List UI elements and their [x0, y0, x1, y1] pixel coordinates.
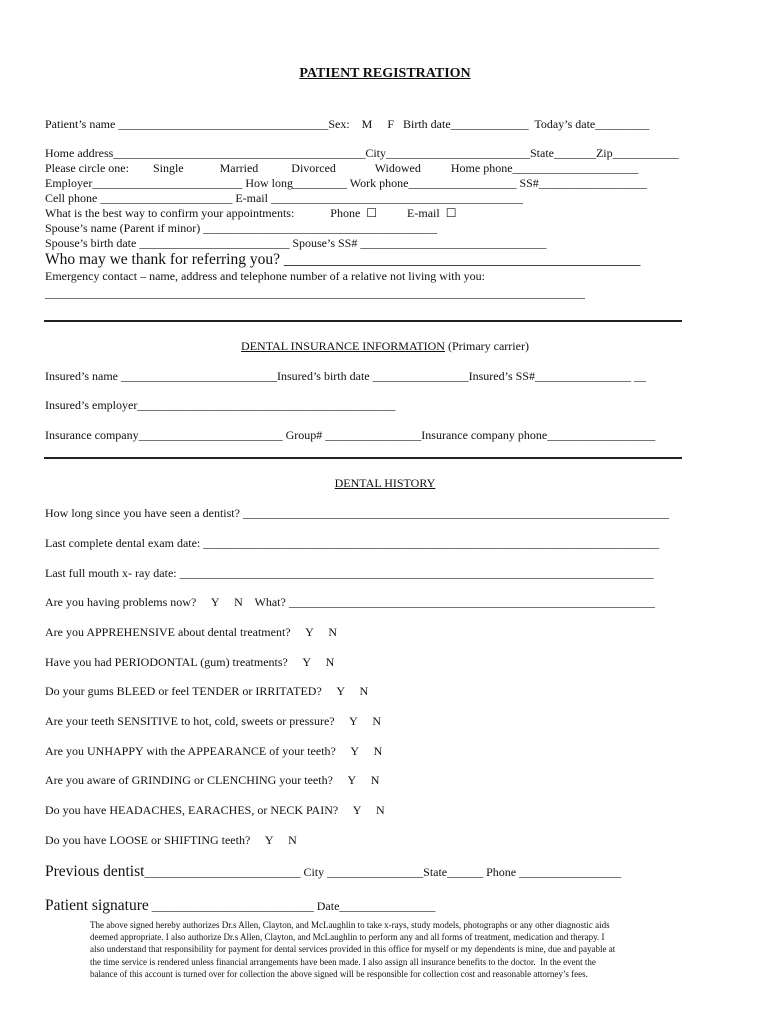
spouse-name-line[interactable]: Spouse’s name (Parent if minor) _______________________________________ [45, 221, 438, 235]
history-question[interactable]: Do your gums BLEED or feel TENDER or IRRITATED? Y N [45, 684, 369, 698]
insurance-heading-suffix: (Primary carrier) [444, 339, 529, 353]
history-question[interactable]: Are your teeth SENSITIVE to hot, cold, sweets or pressure? Y N [45, 714, 382, 728]
emergency-contact-label: Emergency contact – name, address and telephone number of a relative not living with you: [45, 269, 485, 283]
legal-line: deemed appropriate. I also authorize Dr.s Allen, Clayton, and McLaughlin to perform any and all forms of treatment, medication and therapy. I [90, 932, 605, 943]
insured-employer-line[interactable]: Insured’s employer___________________________________________ [45, 398, 396, 412]
history-question[interactable]: Are you APPREHENSIVE about dental treatment? Y N [45, 625, 338, 639]
home-address-line[interactable]: Home address__________________________________________City________________________State_______Zip___________ [45, 146, 679, 160]
history-question[interactable]: Last complete dental exam date: ____________________________________________________________________________ [45, 536, 660, 550]
marital-status-line[interactable]: Please circle one: Single Married Divorced Widowed Home phone_____________________ [45, 161, 639, 175]
cell-email-line[interactable]: Cell phone ______________________ E-mail __________________________________________ [45, 191, 523, 205]
signature-label: Patient signature [45, 897, 149, 914]
dental-history-heading: DENTAL HISTORY [334, 476, 436, 490]
previous-dentist-label: Previous dentist [45, 863, 145, 880]
insurance-company-line[interactable]: Insurance company________________________ Group# ________________Insurance company phone__________________ [45, 428, 656, 442]
history-question[interactable]: Do you have LOOSE or SHIFTING teeth? Y N [45, 833, 297, 847]
signature-line[interactable] [45, 897, 435, 915]
referral-line[interactable]: Who may we thank for referring you? ______________________________________________ [45, 251, 641, 268]
section-divider [44, 320, 682, 322]
history-question[interactable]: Have you had PERIODONTAL (gum) treatments? Y N [45, 655, 335, 669]
legal-line: The above signed hereby authorizes Dr.s Allen, Clayton, and McLaughlin to take x-rays, study models, photographs or any other diagnostic aids [90, 920, 610, 930]
confirm-appointment-line[interactable]: What is the best way to confirm your appointments: Phone ☐ E-mail ☐ [45, 206, 457, 220]
section-divider [44, 457, 682, 459]
authorization-statement [90, 919, 685, 980]
history-question[interactable]: How long since you have seen a dentist? _______________________________________________________________________ [45, 506, 669, 520]
patient-name-line[interactable]: Patient’s name ___________________________________Sex: M F Birth date_____________ Today’s date_________ [45, 117, 650, 131]
history-question[interactable]: Last full mouth x- ray date: _______________________________________________________________________________ [45, 566, 654, 580]
previous-dentist-line[interactable] [45, 863, 621, 881]
history-question[interactable]: Are you UNHAPPY with the APPEARANCE of your teeth? Y N [45, 744, 383, 758]
previous-dentist-fields[interactable]: __________________________ City ________________State______ Phone _________________ [144, 865, 622, 879]
insurance-heading-title: DENTAL INSURANCE INFORMATION [241, 339, 445, 353]
history-question[interactable]: Do you have HEADACHES, EARACHES, or NECK PAIN? Y N [45, 803, 385, 817]
legal-line: the time service is rendered unless financial arrangements have been made. I also assign all insurance benefits to the doctor. In the event the [90, 956, 596, 967]
employer-line[interactable]: Employer_________________________ How long_________ Work phone__________________ SS#__________________ [45, 176, 647, 190]
signature-fields[interactable]: ___________________________ Date________________ [148, 899, 436, 913]
page-title: PATIENT REGISTRATION [299, 66, 471, 81]
legal-line: also understand that responsibility for payment for dental services provided in this office for myself or my dependents is mine, due and payable at [90, 944, 616, 955]
legal-line: balance of this account is turned over for collection the above signed will be responsible for collection cost and reasonable attorney’s fees. [90, 968, 588, 979]
spouse-birth-line[interactable]: Spouse’s birth date _________________________ Spouse’s SS# _______________________________ [45, 236, 547, 250]
history-question[interactable]: Are you aware of GRINDING or CLENCHING your teeth? Y N [45, 773, 380, 787]
insurance-heading [0, 339, 770, 353]
insured-name-line[interactable]: Insured’s name __________________________Insured’s birth date ________________Insured’s SS#________________ __ [45, 369, 646, 383]
emergency-contact-field[interactable]: __________________________________________________________________________________________ [45, 286, 585, 300]
history-question[interactable]: Are you having problems now? Y N What? _____________________________________________________________ [45, 595, 655, 609]
